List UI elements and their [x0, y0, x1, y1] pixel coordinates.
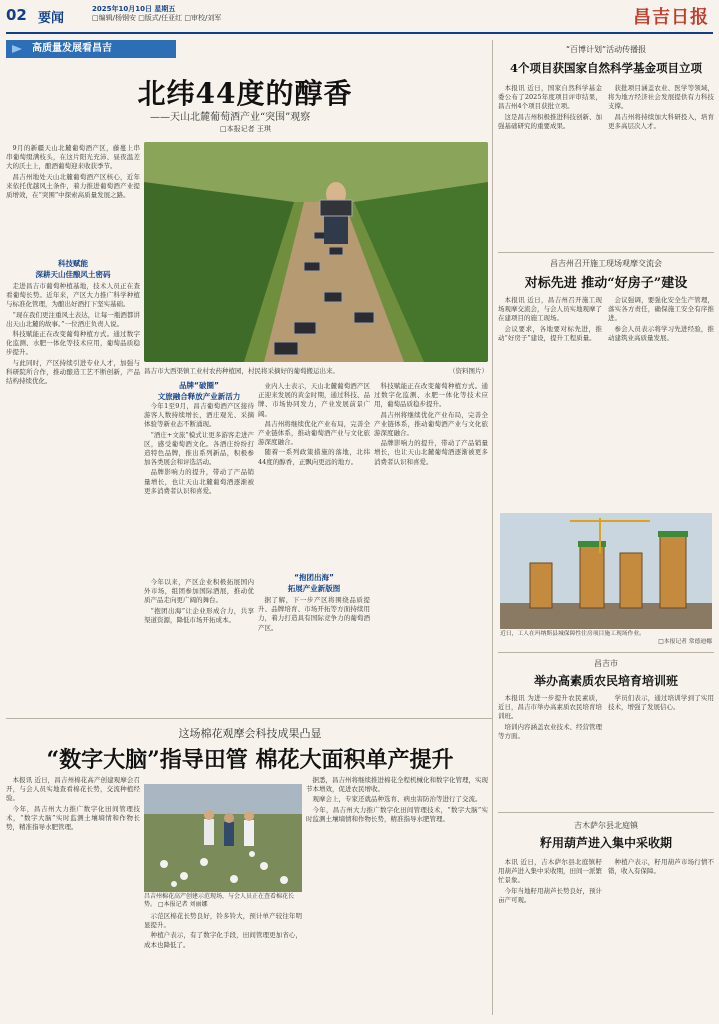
right-s2-col1	[498, 296, 602, 508]
paragraph: 与此同时，产区持续引进专业人才，加强与科研院所合作，推动酿造工艺不断创新，产品结构持续优化。	[6, 358, 140, 386]
paragraph: 随着一系列政策措施的落地，北纬44度的醇香，正飘向更远的地方。	[258, 448, 370, 466]
subhead-line: 文旅融合释放产业新活力	[157, 392, 241, 401]
section-name: 要闻	[38, 11, 65, 26]
story-divider	[6, 718, 492, 719]
main-subtitle: ——天山北麓葡萄酒产业“突围”观察	[150, 112, 311, 123]
subhead-line: 品牌“破圈”	[179, 381, 219, 390]
subhead-line: “抱团出海”	[294, 573, 334, 582]
right-s2-col2	[608, 296, 714, 508]
construction-photo-caption	[500, 631, 712, 646]
caption-text: 昌吉州棉花高产创建示范现场，与会人员正在查看棉花长势。	[144, 893, 295, 908]
paragraph: 昌吉州地处天山北麓葡萄酒产区核心，近年来依托优越风土条件，着力推进葡萄酒产业提质增效，在“突围”中探索高质量发展之路。	[6, 172, 140, 200]
main-headline: 北纬44度的醇香	[137, 77, 353, 110]
paragraph: 昌吉州将持续加大科研投入，培育更多高层次人才。	[608, 112, 714, 130]
main-col3-lower	[258, 596, 370, 712]
issue-date: 2025年10月10日 星期五	[92, 5, 176, 13]
main-col1-body	[6, 282, 140, 582]
paragraph: 今年，昌吉州大力推广数字化田间管理技术，“数字大脑”实时监测土壤墒情和作物长势，精准指导水肥管理。	[6, 804, 140, 832]
paragraph: 培训内容涵盖农业技术、经营管理等方面。	[498, 722, 602, 740]
story2-headline: “数字大脑”指导田管 棉花大面积单产提升	[46, 747, 454, 773]
right-s1-col2	[608, 84, 714, 248]
right-s1-col1	[498, 84, 602, 248]
right-s1-headline: 4个项目获国家自然科学基金项目立项	[510, 61, 702, 75]
caption-text: 昌吉市大西渠镇工业村农药种植园，村民将采摘好的葡萄搬运出来。	[144, 367, 339, 375]
subhead-export	[258, 572, 370, 594]
paragraph: 据悉，昌吉州将继续推进棉花全程机械化和数字化管理，实现节本增效，促进农民增收。	[306, 776, 488, 794]
paragraph: 走进昌吉市葡萄种植基地，技术人员正在查看葡萄长势。近年来，产区大力推广科学种植与标准化管理，为酿出好酒打下坚实基础。	[6, 282, 140, 309]
paragraph: 观摩会上，专家还就品种选育、病虫害防治等进行了交流。	[312, 795, 482, 804]
paragraph: 昌吉州将继续优化产业布局，完善全产业链体系，推动葡萄酒产业与文化旅游深度融合。	[374, 410, 488, 438]
paragraph: 昌吉州将继续优化产业布局，完善全产业链体系，推动葡萄酒产业与文化旅游深度融合。	[258, 419, 370, 447]
paragraph: 种植户表示，有了数字化手段，田间管理更加省心，成本也降低了。	[144, 931, 302, 949]
right-s4-kicker: 吉木萨尔县北庭镇	[574, 821, 638, 830]
construction-photo	[500, 513, 712, 629]
banner-arrow-icon	[12, 45, 22, 53]
vineyard-illustration	[144, 142, 488, 362]
right-divider	[498, 252, 714, 253]
paragraph: 种植户表示，籽用葫芦市场行情不错，收入有保障。	[608, 858, 714, 876]
cotton-photo	[144, 784, 302, 892]
main-col4-body	[374, 382, 488, 712]
paragraph: 参会人员表示将学习先进经验，推动建筑业高质量发展。	[608, 324, 714, 342]
paragraph: 会议强调，要强化安全生产管理，落实各方责任，确保施工安全有序推进。	[608, 296, 714, 323]
story2-kicker: 这场棉花观摩会科技成果凸显	[178, 727, 322, 740]
paragraph: 示范区棉花长势良好，铃多铃大，预计单产较往年明显提升。	[144, 912, 302, 930]
photo-credit: （资料图片）	[449, 367, 488, 375]
right-s4-col1	[498, 858, 602, 1018]
paragraph: 本报讯 近日，国家自然科学基金委公布了2025年度项目评审结果，昌吉州4个项目获批立项。	[498, 84, 602, 111]
story2-col1	[6, 776, 140, 1018]
paragraph: 据了解，下一步产区将围绕品质提升、品牌培育、市场开拓等方面持续用力，着力打造具有国际竞争力的葡萄酒产区。	[258, 596, 370, 632]
paragraph: 9月的新疆天山北麓葡萄酒产区，藤蔓上串串葡萄缀满枝头，在这片阳光充沛、昼夜温差大的沃土上，酿酒葡萄迎来收获季节。	[6, 144, 140, 171]
masthead-rule	[6, 32, 713, 34]
paragraph: 学员们表示，通过培训学到了实用技术，增强了发展信心。	[608, 694, 714, 712]
right-s4-col2	[608, 858, 714, 1018]
paragraph: 今年1至9月，昌吉葡萄酒产区接待游客人数持续增长，酒庄观光、采摘体验等新业态不断涌现。	[144, 402, 254, 429]
editor-credits: □编辑/杨钢安 □版式/任亚红 □审校/刘军	[92, 14, 222, 22]
right-s4-headline: 籽用葫芦进入集中采收期	[539, 836, 672, 850]
paragraph: 今年，昌吉州大力推广数字化田间管理技术，“数字大脑”实时监测土壤墒情和作物长势，精准指导水肥管理。	[306, 805, 488, 823]
story2-col3	[306, 776, 488, 1018]
paragraph: “抱团出海”让企业形成合力，共享渠道资源，降低市场开拓成本。	[144, 606, 254, 624]
paragraph: 科技赋能正在改变葡萄种植方式。通过数字化监测、水肥一体化等技术应用，葡萄品质稳步提升。	[6, 330, 140, 357]
right-s3-headline: 举办高素质农民培育培训班	[533, 674, 678, 688]
paragraph: 本报讯 近日，昌吉州召开施工现场观摩交流会，与会人员实地观摩了在建项目的施工现场。	[498, 296, 602, 323]
main-col3-body	[258, 382, 370, 568]
paragraph: 品牌影响力的提升，带动了产品销量增长，也让天山北麓葡萄酒逐渐被更多消费者认识和喜爱。	[374, 439, 488, 466]
right-s3-col1	[498, 694, 602, 804]
paragraph: 本报讯 近日，昌吉州棉花高产创建观摩会召开，与会人员实地查看棉花长势，交流种植经验。	[6, 776, 140, 803]
right-s3-kicker: 昌吉市	[594, 659, 618, 668]
banner-label: 高质量发展看昌吉	[32, 43, 112, 54]
paragraph: 今年当地籽用葫芦长势良好，预计亩产可观。	[498, 886, 602, 904]
photo-credit: □本报记者 常德迪娜	[658, 638, 712, 645]
cotton-photo-caption	[144, 893, 302, 909]
paragraph: 这是昌吉州积极推进科技创新、加强基础研究的重要成果。	[498, 112, 602, 130]
paragraph: 品牌影响力的提升，带动了产品销量增长，也让天山北麓葡萄酒逐渐被更多消费者认识和喜爱。	[144, 468, 254, 495]
masthead-meta	[92, 5, 221, 23]
vineyard-photo-caption	[144, 366, 488, 375]
subhead-line: 科技赋能	[58, 259, 88, 268]
right-divider	[498, 812, 714, 813]
caption-text: 近日，工人在玛纳斯县城保障性住房项目施工现场作业。	[500, 631, 645, 637]
paragraph: “现在我们更注重风土表达，让每一瓶酒都讲出天山北麓的故事。”一位酒庄负责人说。	[6, 310, 140, 328]
right-s2-kicker: 昌吉州召开施工现场观摩交流会	[550, 259, 662, 268]
cotton-field-illustration	[144, 784, 302, 892]
construction-site-illustration	[500, 513, 712, 629]
vineyard-photo	[144, 142, 488, 362]
right-s2-headline: 对标先进 推动“好房子”建设	[524, 276, 688, 291]
right-divider	[498, 652, 714, 653]
main-byline: □本报记者 王琪	[220, 125, 271, 133]
main-col1-intro	[6, 144, 140, 256]
subhead-line: 拓展产业新版图	[287, 584, 341, 593]
paragraph: 科技赋能正在改变葡萄种植方式。通过数字化监测、水肥一体化等技术应用，葡萄品质稳步提升。	[374, 382, 488, 409]
subhead-brand	[144, 380, 254, 402]
paragraph: 获批项目涵盖农业、医学等领域，将为地方经济社会发展提供有力科技支撑。	[608, 84, 714, 111]
story2-col2	[144, 912, 302, 1018]
photo-credit: □本报记者 刘丽娜	[157, 901, 208, 908]
paragraph: 业内人士表示，天山北麓葡萄酒产区正迎来发展的黄金时期，通过科技、品牌、市场协同发力，产业发展前景广阔。	[258, 382, 370, 418]
main-col2-lower	[144, 578, 254, 712]
column-divider	[492, 40, 493, 1015]
right-s1-kicker: “百博计划”活动传播报	[565, 45, 647, 54]
newspaper-logo: 昌吉日报	[633, 7, 709, 28]
paragraph: 会议要求，各地要对标先进，推动“好房子”建设，提升工程质量。	[498, 324, 602, 342]
paragraph: “酒庄+文旅”模式让更多游客走进产区，感受葡萄酒文化。各酒庄纷纷打造特色品牌，推出系列新品，积极参加各类展会和评选活动。	[144, 430, 254, 467]
paragraph: 今年以来，产区企业积极拓展国内外市场，组团参加国际酒展，推动优质产品走向更广阔的舞台。	[144, 578, 254, 605]
subhead-tech	[6, 258, 140, 280]
right-s3-col2	[608, 694, 714, 804]
paragraph: 本报讯 为进一步提升农民素质，近日，昌吉市举办高素质农民培育培训班。	[498, 694, 602, 721]
main-col2-body	[144, 402, 254, 572]
page-number: 02	[6, 6, 27, 24]
paragraph: 本讯 近日，吉木萨尔县北庭镇籽用葫芦进入集中采收期，田间一派繁忙景象。	[498, 858, 602, 885]
subhead-line: 深耕天山佳酿风土密码	[35, 270, 111, 279]
section-banner	[6, 40, 176, 58]
